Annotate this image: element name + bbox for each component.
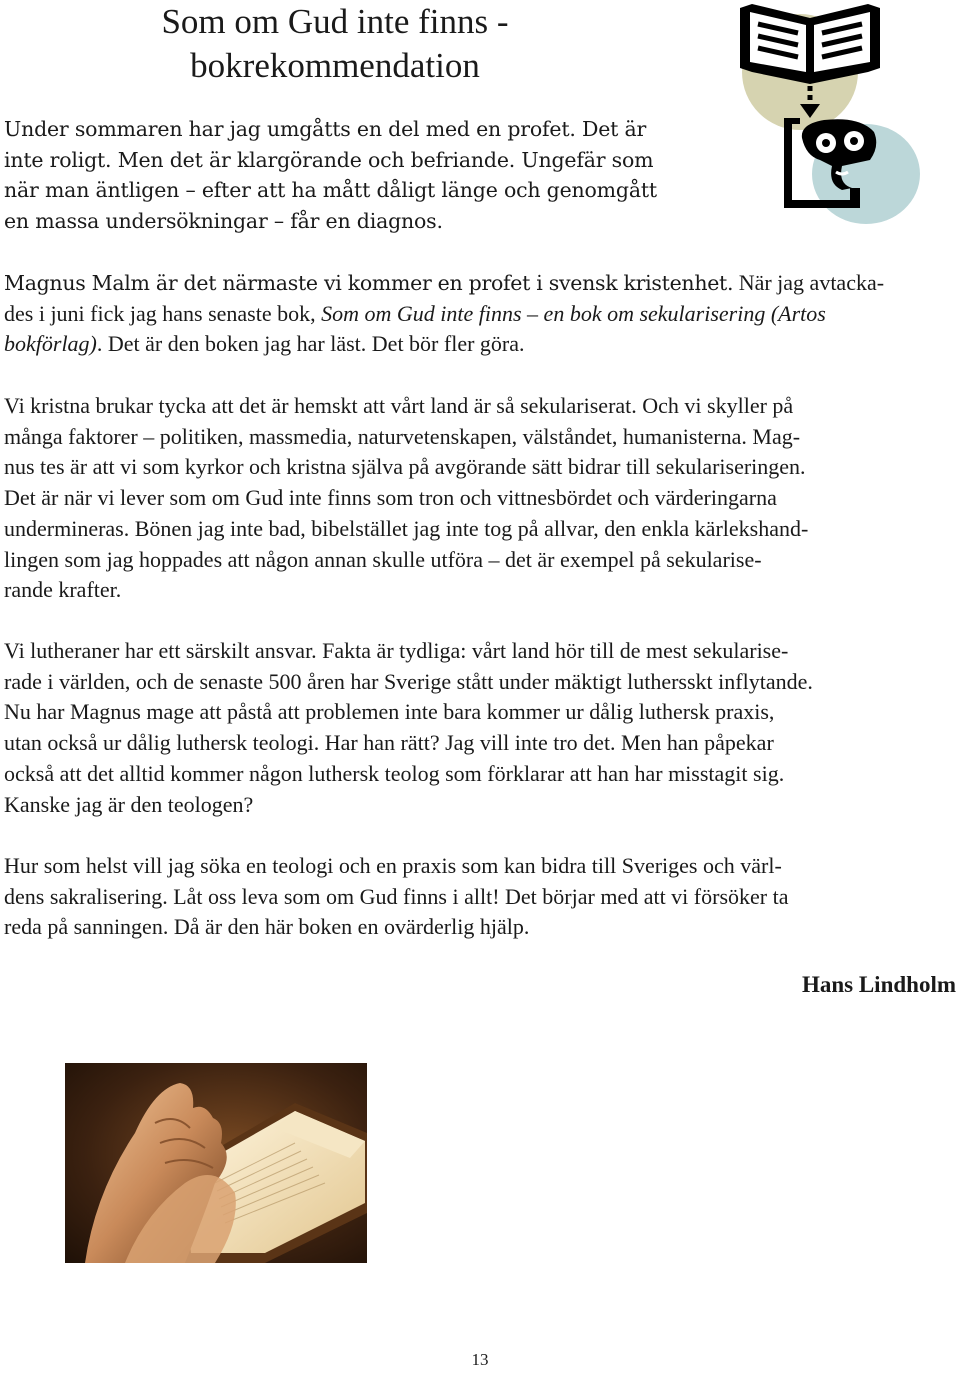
text-line: nus tes är att vi som kyrkor och kristna själva på avgörande sätt bidrar till sekulariseringen. [4, 454, 806, 480]
text-line: en massa undersökningar – får en diagnos. [4, 209, 443, 234]
publisher: bokförlag) [4, 331, 97, 357]
text-line: många faktorer – politiken, massmedia, naturvetenskapen, välståndet, humanisterna. Mag- [4, 423, 801, 449]
text-segment: När jag avtacka- [733, 270, 885, 295]
text-line: Vi kristna brukar tycka att det är hemskt att vårt land är så sekulariserat. Och vi skyller på [4, 393, 794, 418]
text-line: inte roligt. Men det är klargörande och befriande. Ungefär som [4, 147, 654, 172]
intro-paragraph [4, 114, 694, 237]
lead-sentence: Magnus Malm är det närmaste vi kommer en profet i svensk kristenhet. [4, 271, 734, 295]
secularization-paragraph [4, 391, 954, 606]
title-line-1: Som om Gud inte finns - [161, 2, 509, 41]
text-line: Nu har Magnus mage att påstå att problemen inte bara kommer ur dålig luthersk praxis, [4, 699, 775, 725]
title-line-2: bokrekommendation [190, 46, 480, 85]
text-line: Vi lutheraner har ett särskilt ansvar. Fakta är tydliga: vårt land hör till de mest sekularise- [4, 638, 789, 663]
praying-hands-on-bible-photo [65, 1063, 367, 1263]
text-line: dens sakralisering. Låt oss leva som om Gud finns i allt! Det börjar med att vi försöker ta [4, 883, 789, 909]
text-line: Hur som helst vill jag söka en teologi och en praxis som kan bidra till Sveriges och värl- [4, 853, 782, 878]
page-title [120, 0, 550, 88]
text-line: rade i världen, och de senaste 500 åren har Sverige stått under mäktigt luthersskt inflytande. [4, 668, 813, 694]
author-signature: Hans Lindholm [801, 972, 956, 997]
author-paragraph [4, 268, 954, 360]
text-line: Det är när vi lever som om Gud inte finns som tron och vittnesbördet och värderingarna [4, 485, 777, 511]
text-line: Kanske jag är den teologen? [4, 791, 254, 817]
text-line: undermineras. Bönen jag inte bad, bibelstället jag inte tog på allvar, den enkla kärlekshand- [4, 515, 809, 541]
text-line: lingen som jag hoppades att någon annan skulle utföra – det är exempel på sekularise- [4, 546, 762, 572]
text-line: Under sommaren har jag umgåtts en del med en profet. Det är [4, 117, 647, 141]
text-segment: . Det är den boken jag har läst. Det bör fler göra. [96, 331, 525, 357]
page-number: 13 [471, 1350, 489, 1369]
text-line: rande krafter. [4, 577, 122, 603]
text-line: när man äntligen – efter att ha mått dåligt länge och genomgått [4, 178, 657, 203]
text-segment: des i juni fick jag hans senaste bok, [4, 300, 322, 326]
text-line: reda på sanningen. Då är den här boken en ovärderlig hjälp. [4, 914, 530, 940]
closing-paragraph [4, 851, 954, 943]
lutheran-paragraph [4, 636, 956, 820]
book-title: Som om Gud inte finns – en bok om sekularisering (Artos [321, 300, 826, 326]
book-to-reader-icon [740, 0, 920, 230]
text-line: också att det alltid kommer någon luthersk teolog som förklarar att han har misstagit sig. [4, 760, 785, 786]
text-line: utan också ur dålig luthersk teologi. Har han rätt? Jag vill inte tro det. Men han påpekar [4, 730, 774, 756]
